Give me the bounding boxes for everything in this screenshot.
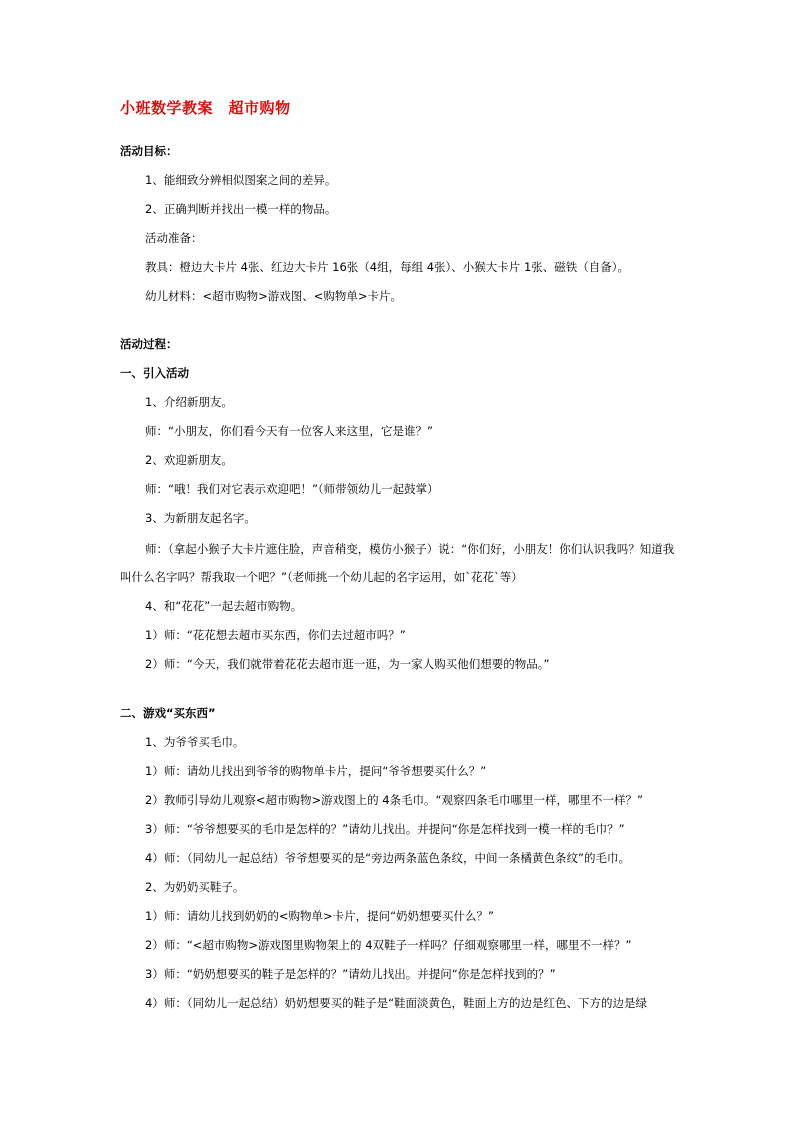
paragraph: 3）师：“爷爷想要买的毛巾是怎样的？”请幼儿找出。并提问“你是怎样找到一模一样的毛巾？” bbox=[145, 822, 625, 836]
section-heading-intro: 一、引入活动 bbox=[120, 366, 189, 380]
paragraph: 4）师：（同幼儿一起总结）爷爷想要买的是“旁边两条蓝色条纹，中间一条橘黄色条纹”的毛巾。 bbox=[145, 851, 630, 865]
paragraph: 1、介绍新朋友。 bbox=[145, 395, 233, 409]
paragraph: 教具：橙边大卡片 4张、红边大卡片 16张（4组，每组 4张）、小猴大卡片 1张、磁铁（自备）。 bbox=[145, 260, 630, 274]
document-title: 小班数学教案 超市购物 bbox=[120, 99, 291, 117]
paragraph: 2、欢迎新朋友。 bbox=[145, 453, 233, 467]
paragraph: 1）师：“花花想去超市买东西，你们去过超市吗？” bbox=[145, 628, 406, 642]
paragraph: 4）师：（同幼儿一起总结）奶奶想要买的鞋子是“鞋面淡黄色，鞋面上方的边是红色、下方的边是绿 bbox=[145, 996, 648, 1010]
paragraph: 1）师：请幼儿找到奶奶的<购物单>卡片，提问“奶奶想要买什么？” bbox=[145, 909, 495, 923]
paragraph: 3、为新朋友起名字。 bbox=[145, 511, 256, 525]
section-heading-process: 活动过程： bbox=[120, 337, 178, 351]
paragraph: 师：“小朋友，你们看今天有一位客人来这里，它是谁？” bbox=[145, 424, 433, 438]
paragraph: 活动准备： bbox=[145, 231, 203, 245]
paragraph: 1、为爷爷买毛巾。 bbox=[145, 735, 245, 749]
paragraph: 3）师：“奶奶想要买的鞋子是怎样的？”请幼儿找出。并提问“你是怎样找到的？” bbox=[145, 967, 556, 981]
section-heading-game: 二、游戏“买东西” bbox=[120, 706, 216, 720]
paragraph: 2、为奶奶买鞋子。 bbox=[145, 880, 245, 894]
paragraph: 幼儿材料：<超市购物>游戏图、<购物单>卡片。 bbox=[145, 289, 403, 303]
paragraph: 4、和“花花”一起去超市购物。 bbox=[145, 599, 303, 613]
paragraph: 2、正确判断并找出一模一样的物品。 bbox=[145, 202, 337, 216]
paragraph-wrapped: 师：（拿起小猴子大卡片遮住脸，声音稍变，模仿小猴子）说：“你们好，小朋友！你们认识我吗？知道我叫什么名字吗？帮我取一个吧？”（老师挑一个幼儿起的名字运用，如`花花`等） bbox=[120, 542, 675, 584]
paragraph: 1、能细致分辨相似图案之间的差异。 bbox=[145, 173, 337, 187]
paragraph: 师：“哦！我们对它表示欢迎吧！”（师带领幼儿一起鼓掌） bbox=[145, 482, 439, 496]
paragraph: 2）师：“<超市购物>游戏图里购物架上的 4双鞋子一样吗？仔细观察哪里一样，哪里不一样？” bbox=[145, 938, 632, 952]
paragraph: 1）师：请幼儿找出到爷爷的购物单卡片，提问“爷爷想要买什么？” bbox=[145, 764, 487, 778]
paragraph: 2）教师引导幼儿观察<超市购物>游戏图上的 4条毛巾。“观察四条毛巾哪里一样，哪里不一样？” bbox=[145, 793, 643, 807]
paragraph: 2）师：“今天，我们就带着花花去超市逛一逛，为一家人购买他们想要的物品。” bbox=[145, 657, 550, 671]
section-heading-objectives: 活动目标： bbox=[120, 144, 178, 158]
